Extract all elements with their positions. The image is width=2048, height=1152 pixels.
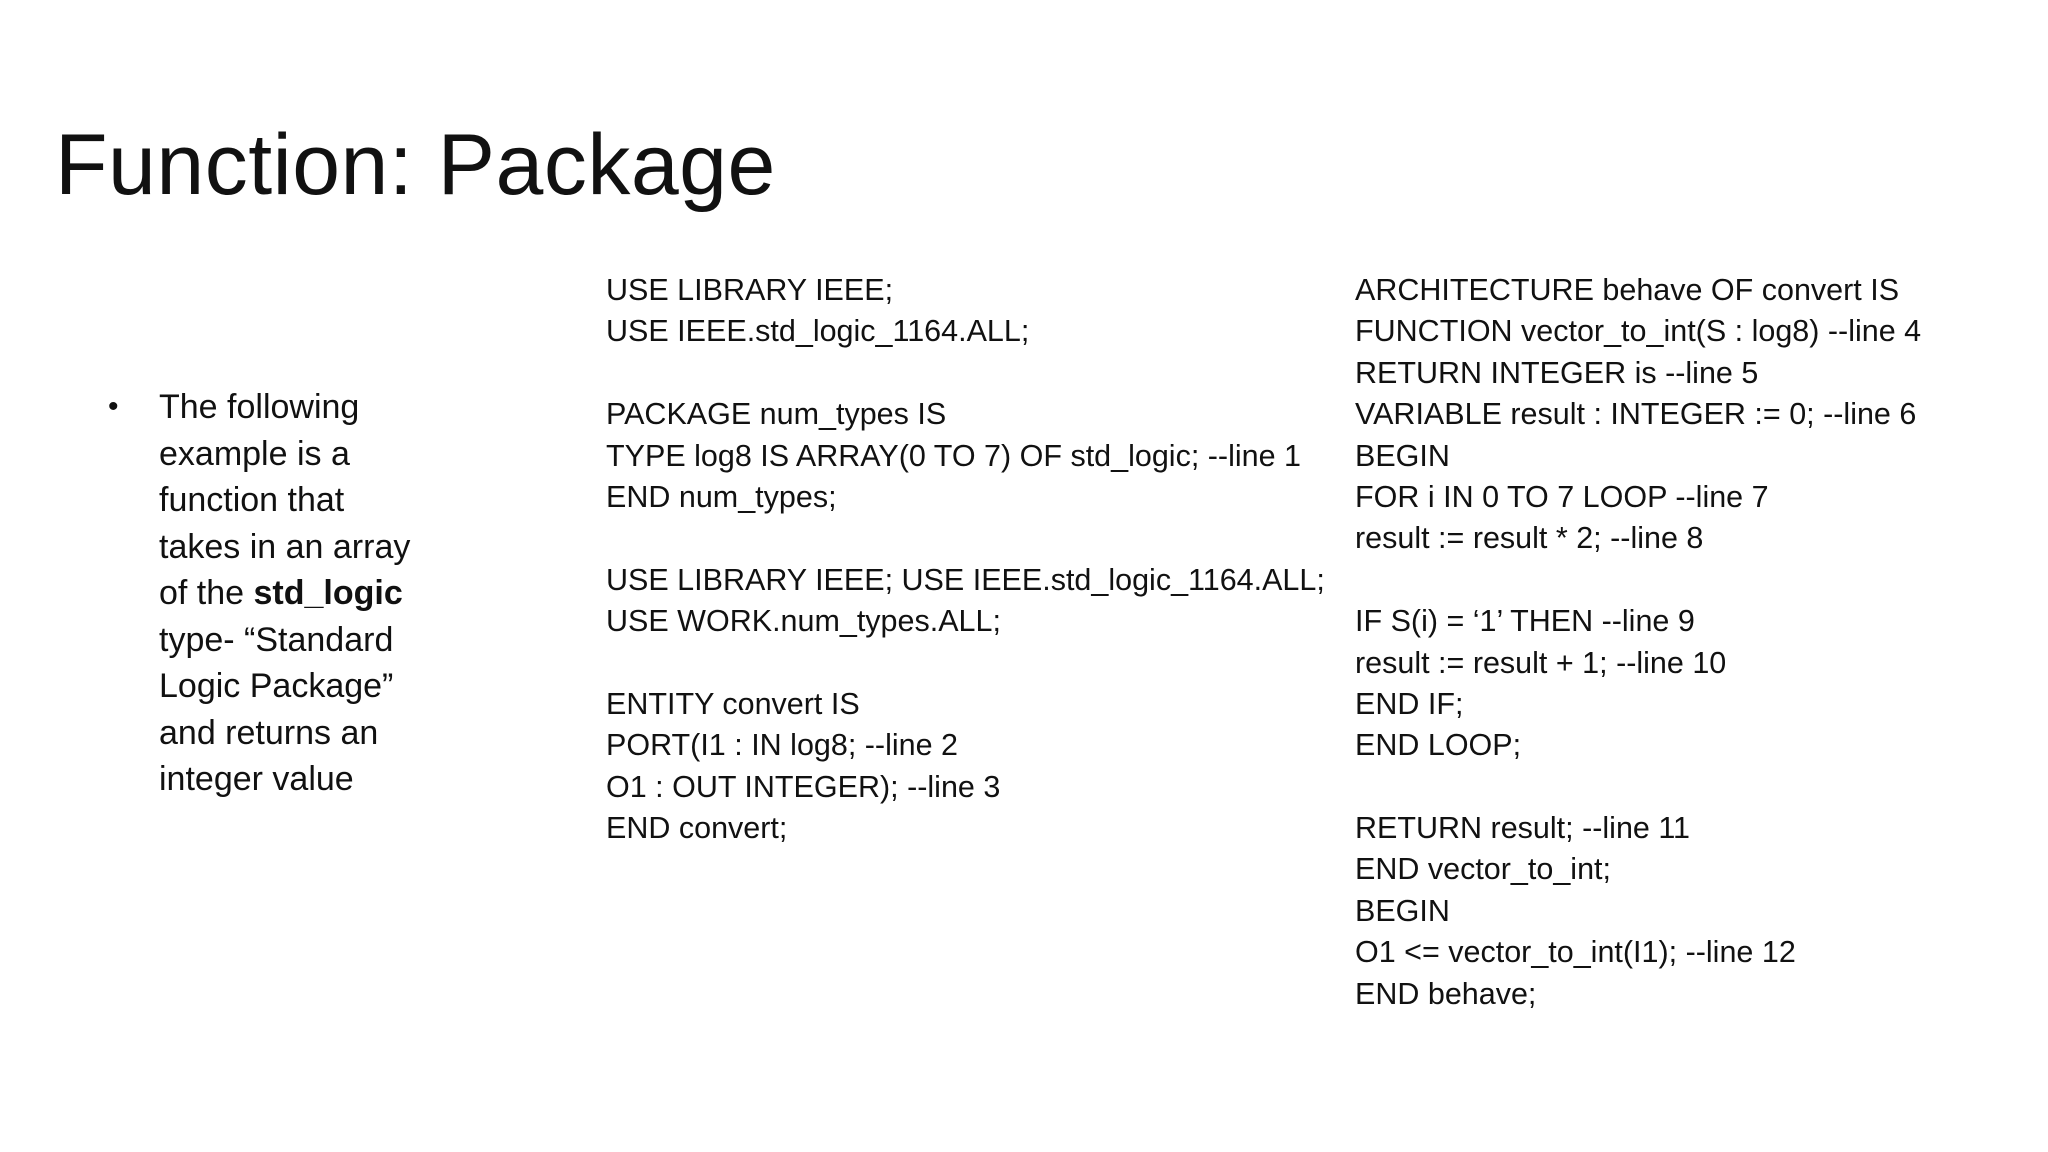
code-line	[1355, 767, 1921, 808]
code-line: BEGIN	[1355, 438, 1450, 473]
code-line: TYPE log8 IS ARRAY(0 TO 7) OF std_logic; --line 1	[606, 438, 1301, 473]
bold-term: std_logic	[253, 574, 403, 612]
code-line: RETURN INTEGER is --line 5	[1355, 355, 1759, 390]
bullet-marker: •	[108, 390, 119, 423]
code-line: USE LIBRARY IEEE; USE IEEE.std_logic_1164.ALL;	[606, 562, 1325, 597]
code-line: O1 : OUT INTEGER); --line 3	[606, 769, 1001, 804]
code-line: BEGIN	[1355, 893, 1450, 928]
bullet-line: function that	[159, 481, 345, 519]
bullet-line-prefix: of the	[159, 574, 254, 612]
code-line: END convert;	[606, 811, 788, 846]
code-line: FOR i IN 0 TO 7 LOOP --line 7	[1355, 479, 1769, 514]
code-line	[1355, 560, 1921, 601]
code-line	[606, 353, 1325, 394]
bullet-line: type- “Standard	[159, 620, 394, 659]
bullet-line: The following	[159, 388, 360, 426]
bullet-line	[159, 570, 449, 617]
code-line: END num_types;	[606, 479, 837, 514]
code-line: result := result * 2; --line 8	[1355, 521, 1704, 556]
code-line: ARCHITECTURE behave OF convert IS	[1355, 273, 1900, 307]
bullet-line: example is a	[159, 434, 350, 473]
bullet-line: Logic Package”	[159, 667, 394, 705]
code-line: END LOOP;	[1355, 728, 1522, 763]
code-line: END IF;	[1355, 686, 1464, 721]
code-block-architecture	[1355, 270, 1921, 1015]
code-line: RETURN result; --line 11	[1355, 811, 1691, 846]
code-line: result := result + 1; --line 10	[1355, 645, 1727, 680]
slide-title: Function: Package	[55, 117, 776, 213]
code-block-package-entity	[606, 270, 1325, 849]
code-line: ENTITY convert IS	[606, 686, 860, 721]
code-line: VARIABLE result : INTEGER := 0; --line 6	[1355, 397, 1917, 432]
code-line: PACKAGE num_types IS	[606, 397, 947, 432]
code-line: END vector_to_int;	[1355, 852, 1611, 887]
bullet-text	[159, 384, 449, 803]
code-line: FUNCTION vector_to_int(S : log8) --line 4	[1355, 314, 1922, 349]
code-line: USE IEEE.std_logic_1164.ALL;	[606, 314, 1030, 349]
bullet-line: integer value	[159, 760, 354, 798]
code-line: USE WORK.num_types.ALL;	[606, 604, 1001, 639]
code-line	[606, 643, 1325, 684]
code-line: IF S(i) = ‘1’ THEN --line 9	[1355, 604, 1695, 639]
code-line: END behave;	[1355, 976, 1537, 1011]
code-line: O1 <= vector_to_int(I1); --line 12	[1355, 935, 1796, 970]
bullet-line: takes in an array	[159, 527, 411, 566]
bullet-line: and returns an	[159, 713, 379, 752]
code-line	[606, 518, 1325, 559]
code-line: USE LIBRARY IEEE;	[606, 273, 894, 307]
code-line: PORT(I1 : IN log8; --line 2	[606, 728, 959, 763]
